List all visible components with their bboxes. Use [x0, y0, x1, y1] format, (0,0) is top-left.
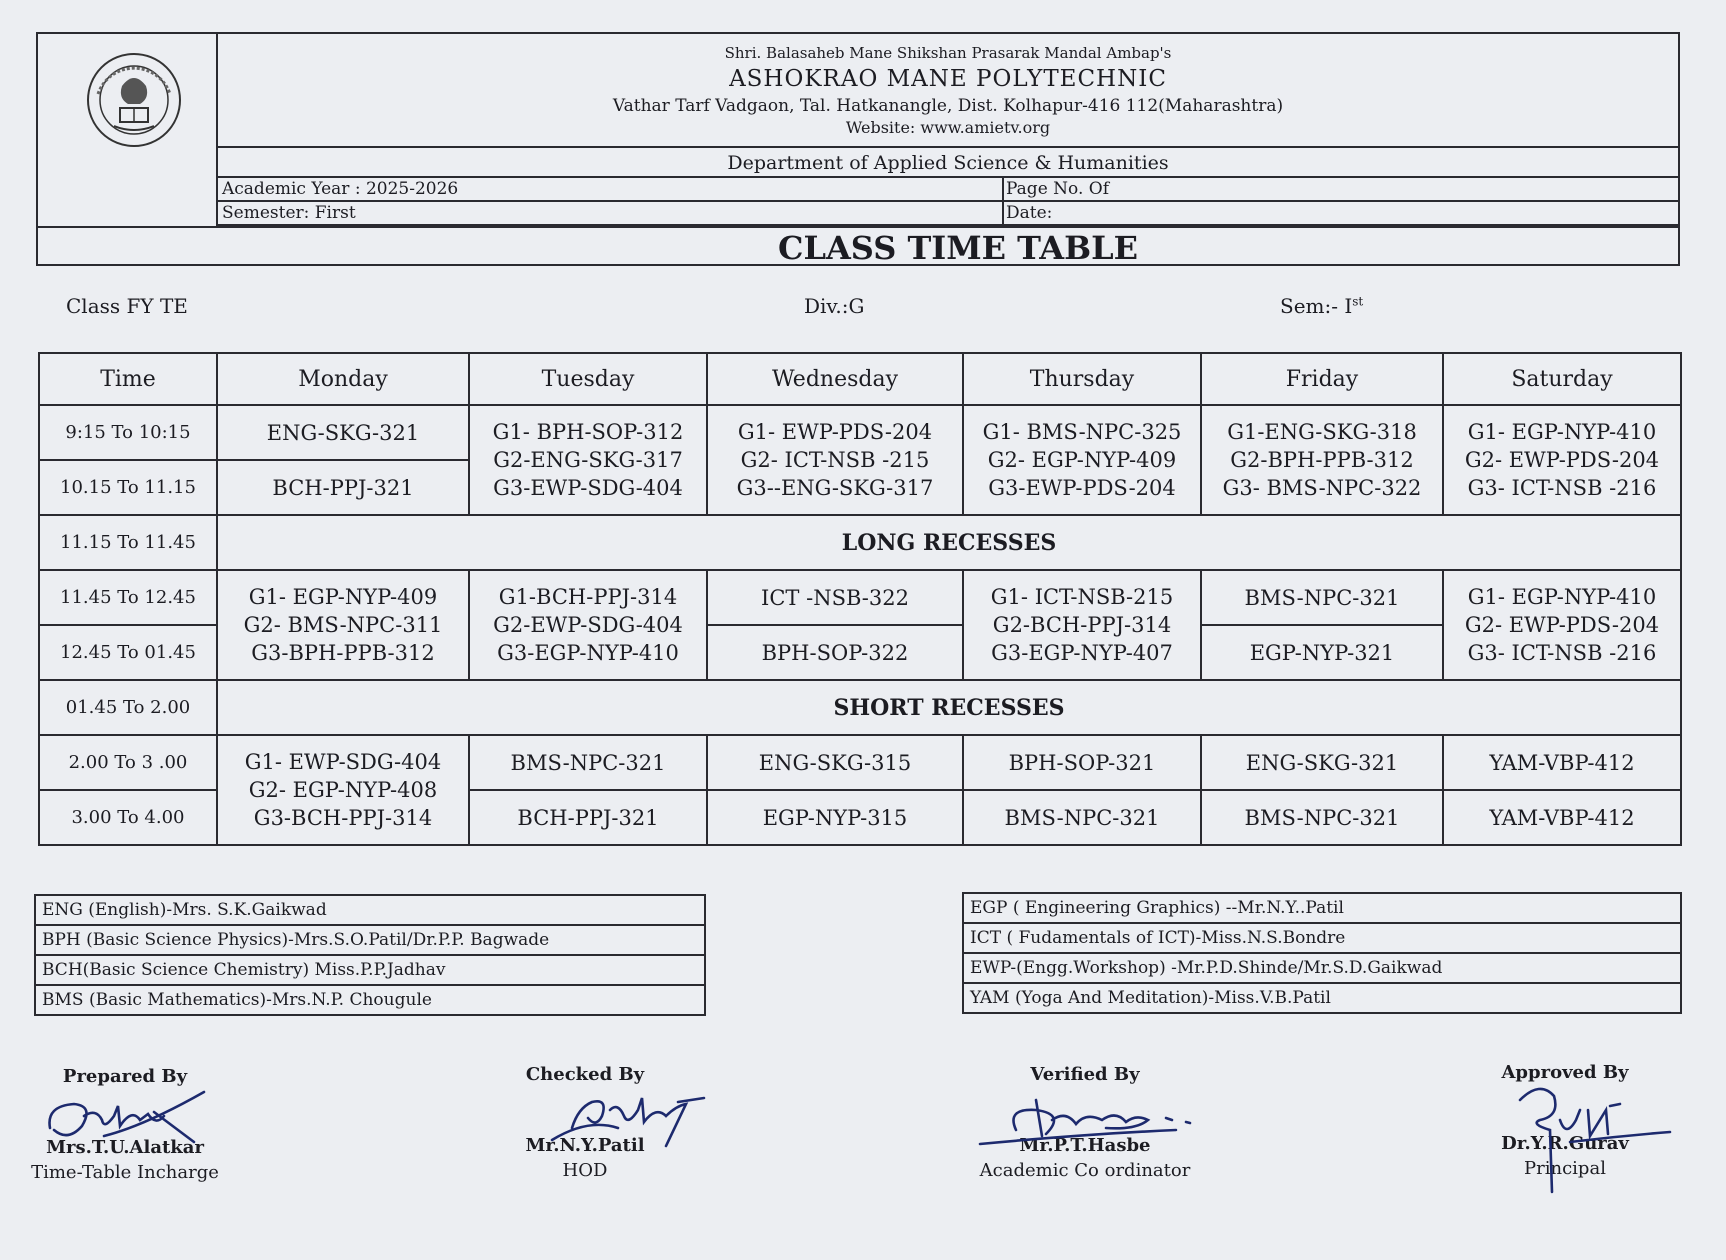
college-seal-icon — [84, 48, 184, 158]
time-slot: 01.45 To 2.00 — [39, 680, 217, 735]
header-monday: Monday — [217, 353, 469, 405]
lecture-cell: BPH-SOP-322 — [707, 625, 963, 680]
batch-line: G3-EWP-PDS-204 — [988, 476, 1176, 500]
header-time: Time — [39, 353, 217, 405]
legend-item: BCH(Basic Science Chemistry) Miss.P.P.Jadhav — [35, 955, 705, 985]
lecture-cell: ENG-SKG-321 — [217, 405, 469, 460]
signature-name: Dr.Y.R.Gurav — [1501, 1133, 1629, 1154]
batch-line: G2- EWP-PDS-204 — [1464, 613, 1660, 637]
time-slot: 2.00 To 3 .00 — [39, 735, 217, 790]
semester-label — [1280, 294, 1363, 318]
legend-item: EWP-(Engg.Workshop) -Mr.P.D.Shinde/Mr.S.D.Gaikwad — [963, 953, 1681, 983]
date-field: Date: — [1006, 203, 1053, 223]
batch-line: G3-EGP-NYP-407 — [991, 641, 1173, 665]
batch-line: G1- EGP-NYP-410 — [1467, 420, 1657, 444]
short-recess: SHORT RECESSES — [217, 680, 1681, 735]
legend-item: BMS (Basic Mathematics)-Mrs.N.P. Chougule — [35, 985, 705, 1015]
batch-cell — [469, 405, 707, 515]
header-wednesday: Wednesday — [707, 353, 963, 405]
table-row — [39, 405, 1681, 460]
logo-cell — [38, 34, 218, 226]
time-slot: 12.45 To 01.45 — [39, 625, 217, 680]
header-row — [39, 353, 1681, 405]
header-thursday: Thursday — [963, 353, 1201, 405]
lecture-cell: BCH-PPJ-321 — [217, 460, 469, 515]
batch-line: G3--ENG-SKG-317 — [736, 476, 934, 500]
semester-text: Sem:- I — [1280, 294, 1353, 318]
header-box — [36, 32, 1680, 266]
lecture-cell: BMS-NPC-321 — [469, 735, 707, 790]
signature-title: Academic Co ordinator — [979, 1160, 1191, 1181]
semester-suffix: st — [1352, 294, 1364, 309]
lecture-cell: EGP-NYP-315 — [707, 790, 963, 845]
legend-item: ENG (English)-Mrs. S.K.Gaikwad — [35, 895, 705, 925]
signature-name: Mrs.T.U.Alatkar — [46, 1137, 204, 1158]
batch-line: G3- ICT-NSB -216 — [1467, 476, 1657, 500]
lecture-cell: YAM-VBP-412 — [1443, 735, 1681, 790]
lecture-cell: BMS-NPC-321 — [1201, 790, 1443, 845]
signature-scrawl-icon — [976, 1090, 1206, 1148]
lecture-cell: BMS-NPC-321 — [963, 790, 1201, 845]
meta-row-2 — [218, 202, 1678, 226]
lecture-cell: BPH-SOP-321 — [963, 735, 1201, 790]
long-recess: LONG RECESSES — [217, 515, 1681, 570]
meta-divider — [1002, 202, 1004, 226]
batch-line: G3-BPH-PPB-312 — [251, 641, 435, 665]
signature-role: Prepared By — [62, 1066, 188, 1087]
legend-item: BPH (Basic Science Physics)-Mrs.S.O.Patil/Dr.P.P. Bagwade — [35, 925, 705, 955]
legend-item: EGP ( Engineering Graphics) --Mr.N.Y..Patil — [963, 893, 1681, 923]
batch-line: G3-BCH-PPJ-314 — [253, 806, 433, 830]
batch-line: G1- ICT-NSB-215 — [990, 585, 1174, 609]
header-friday: Friday — [1201, 353, 1443, 405]
batch-cell — [1443, 570, 1681, 680]
signature-title: HOD — [562, 1160, 608, 1181]
time-slot: 9:15 To 10:15 — [39, 405, 217, 460]
batch-cell — [1443, 405, 1681, 515]
signature-role: Checked By — [525, 1064, 645, 1085]
batch-cell — [963, 405, 1201, 515]
semester: Semester: First — [222, 203, 356, 223]
batch-line: G2-BPH-PPB-312 — [1230, 448, 1414, 472]
institute-block — [218, 34, 1678, 148]
lecture-cell: ICT -NSB-322 — [707, 570, 963, 625]
batch-line: G2- EGP-NYP-409 — [987, 448, 1177, 472]
legend-item: YAM (Yoga And Meditation)-Miss.V.B.Patil — [963, 983, 1681, 1013]
batch-line: G3- BMS-NPC-322 — [1222, 476, 1422, 500]
page-number: Page No. Of — [1006, 179, 1110, 199]
class-label: Class FY TE — [66, 294, 188, 318]
signature-title: Principal — [1524, 1158, 1606, 1179]
batch-line: G1- EWP-PDS-204 — [737, 420, 933, 444]
signature-name: Mr.P.T.Hasbe — [1019, 1135, 1151, 1156]
institute-address: Vathar Tarf Vadgaon, Tal. Hatkanangle, Dist. Kolhapur-416 112(Maharashtra) — [612, 96, 1284, 116]
time-slot: 3.00 To 4.00 — [39, 790, 217, 845]
signature-role: Approved By — [1501, 1062, 1629, 1083]
batch-line: G2- EGP-NYP-408 — [248, 778, 438, 802]
timetable-grid — [38, 352, 1682, 846]
signature-scrawl-icon — [1510, 1080, 1680, 1200]
table-row — [39, 680, 1681, 735]
batch-line: G2-EWP-SDG-404 — [493, 613, 683, 637]
meta-divider — [1002, 178, 1004, 202]
lecture-cell: ENG-SKG-321 — [1201, 735, 1443, 790]
table-row — [39, 515, 1681, 570]
lecture-cell: ENG-SKG-315 — [707, 735, 963, 790]
lecture-cell: BMS-NPC-321 — [1201, 570, 1443, 625]
batch-cell — [217, 570, 469, 680]
legend-item: ICT ( Fudamentals of ICT)-Miss.N.S.Bondre — [963, 923, 1681, 953]
society-name: Shri. Balasaheb Mane Shikshan Prasarak Mandal Ambap's — [724, 44, 1172, 62]
lecture-cell: EGP-NYP-321 — [1201, 625, 1443, 680]
batch-line: G2- EWP-PDS-204 — [1464, 448, 1660, 472]
batch-line: G3-EWP-SDG-404 — [493, 476, 683, 500]
page-title: CLASS TIME TABLE — [38, 226, 1678, 266]
batch-line: G3-EGP-NYP-410 — [497, 641, 679, 665]
batch-cell — [707, 405, 963, 515]
meta-row-1 — [218, 178, 1678, 202]
batch-line: G3- ICT-NSB -216 — [1467, 641, 1657, 665]
batch-cell — [217, 735, 469, 845]
batch-line: G1-BCH-PPJ-314 — [498, 585, 678, 609]
institute-name: ASHOKRAO MANE POLYTECHNIC — [729, 66, 1167, 92]
header-saturday: Saturday — [1443, 353, 1681, 405]
lecture-cell: YAM-VBP-412 — [1443, 790, 1681, 845]
batch-line: G2-ENG-SKG-317 — [493, 448, 683, 472]
institute-website: Website: www.amietv.org — [845, 118, 1051, 137]
signature-role: Verified By — [1030, 1064, 1140, 1085]
batch-line: G2- BMS-NPC-311 — [243, 613, 443, 637]
table-row — [39, 735, 1681, 790]
batch-line: G1-ENG-SKG-318 — [1227, 420, 1417, 444]
table-row — [39, 570, 1681, 625]
batch-line: G1- EGP-NYP-410 — [1467, 585, 1657, 609]
batch-line: G2-BCH-PPJ-314 — [992, 613, 1172, 637]
legend-right — [962, 892, 1682, 1014]
time-slot: 10.15 To 11.15 — [39, 460, 217, 515]
batch-line: G2- ICT-NSB -215 — [740, 448, 930, 472]
signature-scrawl-icon — [548, 1088, 708, 1148]
signature-name: Mr.N.Y.Patil — [525, 1135, 645, 1156]
signature-scrawl-icon — [44, 1086, 214, 1148]
signature-title: Time-Table Incharge — [31, 1162, 219, 1183]
batch-line: G1- EWP-SDG-404 — [244, 750, 442, 774]
time-slot: 11.45 To 12.45 — [39, 570, 217, 625]
division-label: Div.:G — [804, 294, 865, 318]
batch-line: G1- BPH-SOP-312 — [492, 420, 684, 444]
time-slot: 11.15 To 11.45 — [39, 515, 217, 570]
header-tuesday: Tuesday — [469, 353, 707, 405]
lecture-cell: BCH-PPJ-321 — [469, 790, 707, 845]
batch-cell — [469, 570, 707, 680]
department-name: Department of Applied Science & Humanities — [218, 148, 1678, 178]
batch-cell — [963, 570, 1201, 680]
academic-year: Academic Year : 2025-2026 — [222, 179, 459, 199]
batch-cell — [1201, 405, 1443, 515]
batch-line: G1- EGP-NYP-409 — [248, 585, 438, 609]
batch-line: G1- BMS-NPC-325 — [982, 420, 1182, 444]
legend-left — [34, 894, 706, 1016]
